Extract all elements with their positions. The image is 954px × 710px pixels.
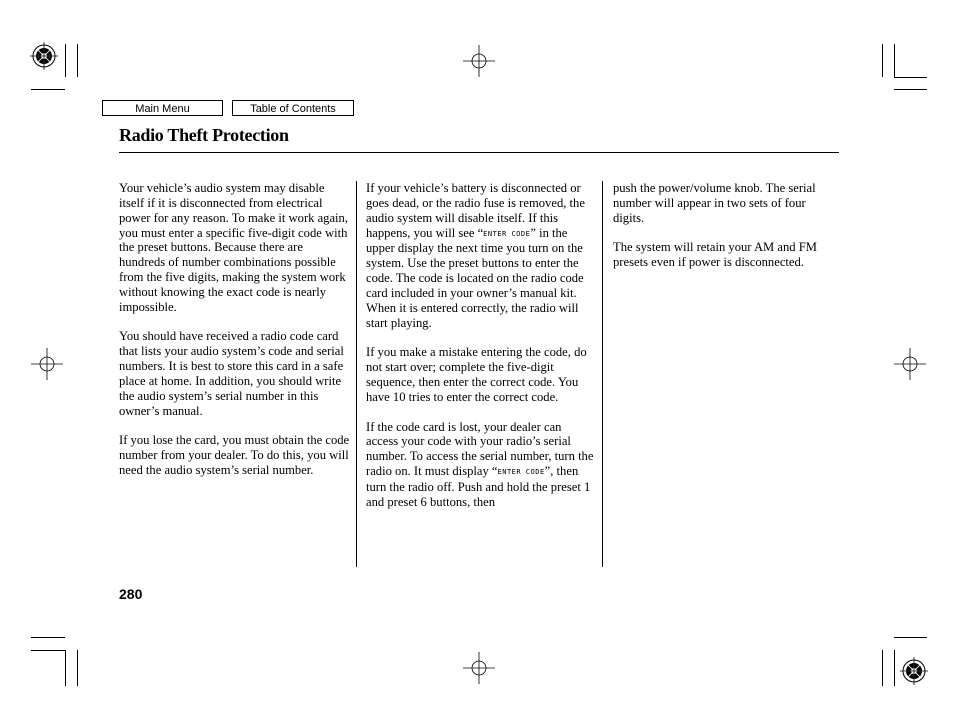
title-rule xyxy=(119,152,839,153)
main-menu-button[interactable]: Main Menu xyxy=(102,100,223,116)
paragraph: If your vehicle’s battery is disconnected or goes dead, or the radio fuse is removed, the audio system will disable itself. If this happens, you will see “ENTER CODE” in the upper display the next time you turn on the system. Use the preset buttons to enter the code. The code is located on the radio code card included in your owner’s manual kit. When it is entered correctly, the radio will start playing. xyxy=(366,181,585,330)
crosshair-mark-icon xyxy=(463,652,495,684)
paragraph: The system will retain your AM and FM presets even if power is disconnected. xyxy=(613,240,817,270)
text-column-2 xyxy=(366,181,594,524)
crop-line xyxy=(894,77,927,78)
display-text: ENTER CODE xyxy=(483,229,531,238)
crosshair-mark-icon xyxy=(31,348,63,380)
paragraph: Your vehicle’s audio system may disable itself if it is disconnected from electrical power for any reason. To make it work again, you must enter a specific five-digit code with the preset buttons. Because there are hundreds of number combinations possible from the five digits, making the system work without knowing the exact code is nearly impossible. xyxy=(119,181,348,314)
display-text: ENTER CODE xyxy=(497,468,545,477)
crop-line xyxy=(882,44,883,77)
crop-line xyxy=(65,650,66,686)
crop-line xyxy=(894,637,927,638)
text-column-3 xyxy=(613,181,839,285)
paragraph: push the power/volume knob. The serial number will appear in two sets of four digits. xyxy=(613,181,816,225)
crop-line xyxy=(31,89,65,90)
crop-line xyxy=(31,637,65,638)
table-of-contents-button[interactable]: Table of Contents xyxy=(232,100,354,116)
registration-target-icon xyxy=(900,657,928,685)
crop-line xyxy=(894,650,895,686)
column-divider xyxy=(356,181,357,567)
page-number: 280 xyxy=(119,586,143,602)
text-column-1 xyxy=(119,181,351,493)
paragraph: If you lose the card, you must obtain the code number from your dealer. To do this, you will need the audio system’s serial number. xyxy=(119,433,350,478)
column-divider xyxy=(602,181,603,567)
crop-line xyxy=(894,44,895,77)
crop-line xyxy=(894,89,927,90)
crop-line xyxy=(65,44,66,77)
crop-line xyxy=(77,650,78,686)
paragraph: You should have received a radio code card that lists your audio system’s code and serial numbers. It is best to store this card in a safe place at home. In addition, you should write the audio system’s serial number in this owner’s manual. xyxy=(119,329,344,418)
crosshair-mark-icon xyxy=(894,348,926,380)
paragraph: If you make a mistake entering the code, do not start over; complete the five-digit sequence, then enter the correct code. You have 10 tries to enter the correct code. xyxy=(366,345,587,404)
paragraph: If the code card is lost, your dealer can access your code with your radio’s serial number. To access the serial number, turn the radio on. It must display “ENTER CODE”, then turn the radio off. Push and hold the preset 1 and preset 6 buttons, then xyxy=(366,419,594,509)
crop-line xyxy=(77,44,78,77)
crosshair-mark-icon xyxy=(463,45,495,77)
page-title: Radio Theft Protection xyxy=(119,125,289,145)
crop-line xyxy=(882,650,883,686)
registration-target-icon xyxy=(30,42,58,70)
crop-line xyxy=(31,650,65,651)
